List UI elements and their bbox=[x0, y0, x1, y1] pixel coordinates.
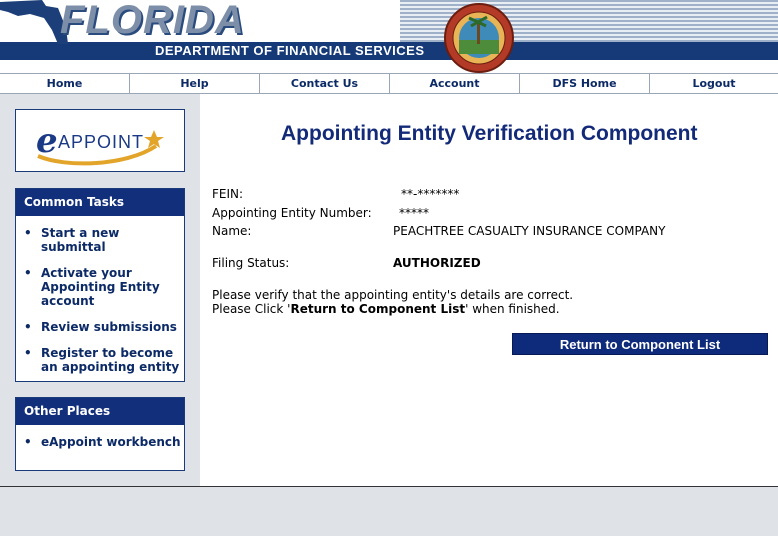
fein-value: **-******* bbox=[401, 187, 460, 201]
common-tasks-list bbox=[16, 216, 184, 392]
task-register-entity[interactable]: • Register to become an appointing entity bbox=[24, 346, 184, 374]
click-instruction-prefix: Please Click ' bbox=[212, 302, 291, 316]
entity-number-label: Appointing Entity Number: bbox=[212, 206, 372, 220]
nav-help[interactable]: Help bbox=[130, 74, 260, 93]
header-subtitle: DEPARTMENT OF FINANCIAL SERVICES bbox=[155, 43, 425, 58]
nav-logout[interactable]: Logout bbox=[692, 77, 736, 90]
nav-account[interactable]: Account bbox=[390, 74, 520, 93]
sidebar bbox=[0, 94, 200, 486]
task-activate-account[interactable]: • Activate your Appointing Entity account bbox=[24, 266, 184, 308]
main-content bbox=[200, 94, 778, 486]
filing-status-label: Filing Status: bbox=[212, 256, 290, 270]
eappoint-logo-icon bbox=[16, 110, 184, 171]
other-places-list bbox=[16, 425, 184, 467]
nav-dfs-home[interactable]: DFS Home bbox=[520, 74, 650, 93]
state-seal-icon bbox=[443, 2, 515, 73]
header-title: FLORIDA bbox=[60, 0, 245, 42]
click-instruction-suffix: ' when finished. bbox=[465, 302, 560, 316]
footer-divider bbox=[0, 486, 778, 487]
eappoint-logo[interactable] bbox=[15, 109, 185, 172]
return-to-component-list-button[interactable]: Return to Component List bbox=[512, 333, 768, 355]
svg-text:e: e bbox=[36, 121, 58, 161]
other-places-panel bbox=[15, 397, 185, 471]
verify-message: Please verify that the appointing entity's details are correct. bbox=[212, 288, 574, 302]
entity-number-value: ***** bbox=[399, 206, 429, 220]
nav-home[interactable]: Home bbox=[0, 74, 130, 93]
common-tasks-panel bbox=[15, 188, 185, 382]
fein-label: FEIN: bbox=[212, 187, 244, 201]
filing-status-value: AUTHORIZED bbox=[393, 256, 481, 270]
page-title: Appointing Entity Verification Component bbox=[281, 122, 698, 145]
name-label: Name: bbox=[212, 224, 252, 238]
other-places-title: Other Places bbox=[16, 398, 184, 425]
task-start-new-submittal[interactable]: • Start a new submittal bbox=[24, 226, 184, 254]
common-tasks-title: Common Tasks bbox=[16, 189, 184, 216]
click-instruction-bold: Return to Component List bbox=[290, 302, 466, 316]
name-value: PEACHTREE CASUALTY INSURANCE COMPANY bbox=[393, 224, 666, 238]
top-nav bbox=[0, 73, 778, 94]
task-review-submissions[interactable]: • Review submissions bbox=[24, 320, 184, 334]
header-banner bbox=[0, 0, 778, 73]
click-instruction bbox=[212, 302, 560, 316]
place-eappoint-workbench[interactable]: • eAppoint workbench bbox=[24, 435, 184, 449]
svg-text:APPOINT: APPOINT bbox=[58, 132, 145, 152]
nav-contact-us[interactable]: Contact Us bbox=[260, 74, 390, 93]
